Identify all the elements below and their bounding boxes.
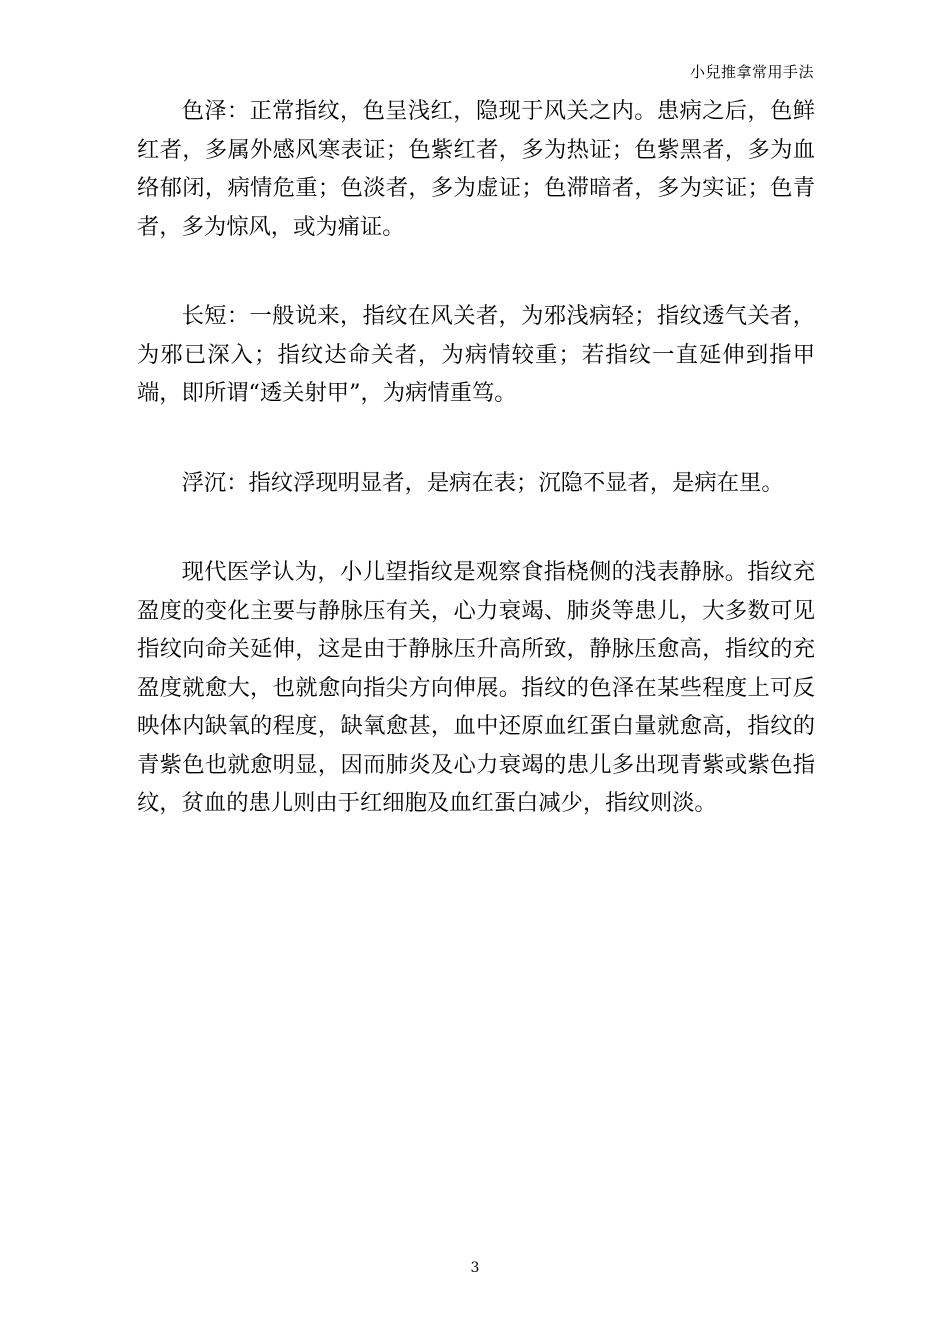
body-text — [137, 92, 815, 823]
paragraph-length: 长短：一般说来，指纹在风关者，为邪浅病轻；指纹透气关者，为邪已深入；指纹达命关者，为病情较重；若指纹一直延伸到指甲端，即所谓“透关射甲”，为病情重笃。 — [137, 303, 815, 406]
page-number: 3 — [470, 1260, 480, 1276]
paragraph-modern-medicine: 现代医学认为，小儿望指纹是观察食指桡侧的浅表静脉。指纹充盈度的变化主要与静脉压有关，心力衰竭、肺炎等患儿，大多数可见指纹向命关延伸，这是由于静脉压升高所致，静脉压愈高，指纹的充盈度就愈大，也就愈向指尖方向伸展。指纹的色泽在某些程度上可反映体内缺氧的程度，缺氧愈甚，血中还原血红蛋白量就愈高，指纹的青紫色也就愈明显，因而肺炎及心力衰竭的患儿多出现青紫或紫色指纹，贫血的患儿则由于红细胞及血红蛋白减少，指纹则淡。 — [137, 559, 815, 816]
paragraph-color: 色泽：正常指纹，色呈浅红，隐现于风关之内。患病之后，色鲜红者，多属外感风寒表证；色紫红者，多为热证；色紫黑者，多为血络郁闭，病情危重；色淡者，多为虚证；色滞暗者，多为实证；色青者，多为惊风，或为痛证。 — [137, 98, 815, 240]
paragraph-depth: 浮沉：指纹浮现明显者，是病在表；沉隐不显者，是病在里。 — [181, 469, 784, 496]
running-header: 小兒推拿常用手法 — [689, 63, 814, 81]
